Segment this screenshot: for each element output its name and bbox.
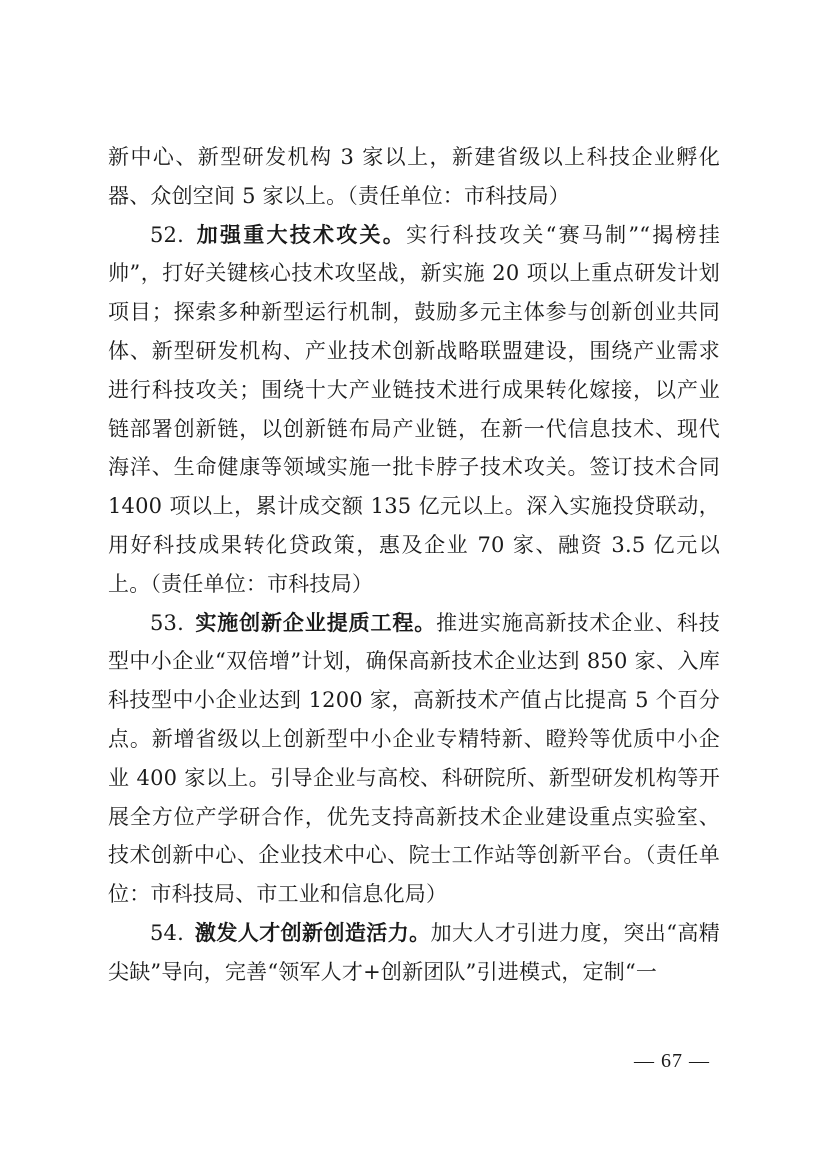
- item-number: 52.: [150, 222, 184, 247]
- paragraph-item-52: [108, 216, 720, 604]
- item-heading: 激发人才创新创造活力。: [194, 920, 431, 945]
- paragraph-item-54: [108, 914, 720, 992]
- paragraph-body: 实行科技攻关“赛马制”“揭榜挂帅”，打好关键核心技术攻坚战，新实施 20 项以上重点研发计划项目；探索多种新型运行机制，鼓励多元主体参与创新创业共同体、新型研发机构、产业技术创新战略联盟建设，围绕产业需求进行科技攻关；围绕十大产业链技术进行成果转化嫁接，以产业链部署创新链，以创新链布局产业链，在新一代信息技术、现代海洋、生命健康等领域实施一批卡脖子技术攻关。签订技术合同 1400 项以上，累计成交额 135 亿元以上。深入实施投贷联动，用好科技成果转化贷政策，惠及企业 70 家、融资 3.5 亿元以上。（责任单位：市科技局）: [108, 222, 720, 596]
- paragraph-item-53: [108, 604, 720, 914]
- paragraph-continuation: [108, 138, 720, 216]
- item-heading: 加强重大技术攻关。: [194, 222, 407, 247]
- item-number: 53.: [150, 610, 184, 635]
- item-number: 54.: [150, 920, 184, 945]
- item-heading: 实施创新企业提质工程。: [194, 610, 437, 635]
- page-number: — 67 —: [634, 1050, 710, 1072]
- document-body: [108, 138, 720, 992]
- paragraph-body: 推进实施高新技术企业、科技型中小企业“双倍增”计划，确保高新技术企业达到 850 家、入库科技型中小企业达到 1200 家，高新技术产值占比提高 5 个百分点。新增省级以上创新型中小企业专精特新、瞪羚等优质中小企业 400 家以上。引导企业与高校、科研院所、新型研发机构等开展全方位产学研合作，优先支持高新技术企业建设重点实验室、技术创新中心、企业技术中心、院士工作站等创新平台。（责任单位：市科技局、市工业和信息化局）: [108, 610, 720, 907]
- paragraph-body: 新中心、新型研发机构 3 家以上，新建省级以上科技企业孵化器、众创空间 5 家以上。（责任单位：市科技局）: [108, 145, 720, 208]
- paragraph-body: 加大人才引进力度，突出“高精尖缺”导向，完善“领军人才+创新团队”引进模式，定制“一: [108, 920, 720, 984]
